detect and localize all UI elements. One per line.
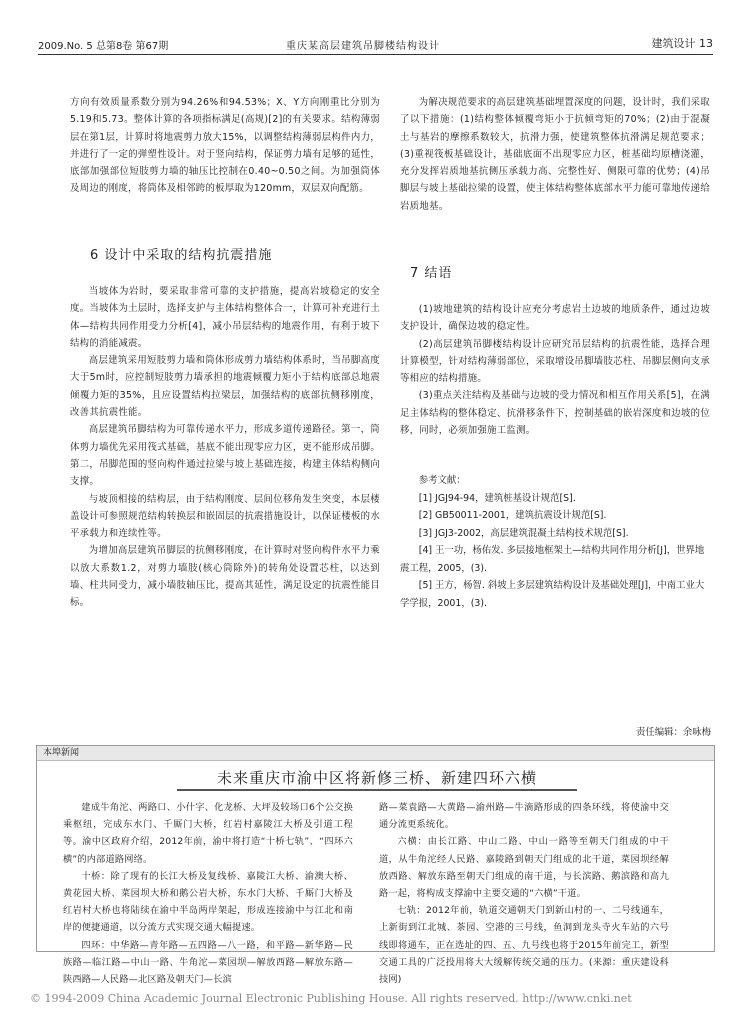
reference-item: [3] JGJ3-2002，高层建筑混凝土结构技术规范[S].: [418, 527, 629, 539]
local-news-box: [36, 745, 715, 986]
references-title: 参考文献：: [418, 475, 466, 486]
paragraph: (2)高层建筑吊脚楼结构设计应研究吊层结构的抗震性能，选择合理计算模型，针对结构薄弱部位，采取增设吊脚墙肢芯柱、吊脚层侧向支承等相应的结构措施。: [400, 338, 710, 385]
section-7-title: 7 结语: [410, 266, 453, 281]
paragraph: 方向有效质量系数分别为94.26%和94.53%；X、Y方向刚重比分别为5.19和5.73。整体计算的各项指标满足(高规)[2]的有关要求。结构薄弱层在第1层，计算时将地震剪力放大15%，以调整结构薄弱层构件内力，并进行了一定的弹塑性设计。对于竖向结构，保证剪力墙有足够的延性，底部加强部位短肢剪力墙的轴压比控制在0.40~0.50之间。为加强筒体及周边的刚度，将筒体及相邻跨的板厚取为120mm，双层双向配筋。: [70, 97, 380, 195]
journal-issue: 2009.No. 5 总第8卷 第67期: [38, 41, 169, 52]
section-6-title: 6 设计中采取的结构抗震措施: [90, 248, 273, 263]
news-paragraph: 十桥：除了现有的长江大桥及复线桥、嘉陵江大桥、渝澳大桥、黄花园大桥、菜园坝大桥和鹅公岩大桥，东水门大桥、千厮门大桥及红岩村大桥也将陆续在渝中半岛两岸架起，形成连接渝中与江北和南岸的便捷通道，以分流方式实现交通大幅提速。: [63, 870, 353, 934]
copyright-footer: © 1994-2009 China Academic Journal Electronic Publishing House. All rights reserved. http://www.cnki.net: [30, 992, 632, 1005]
responsible-editor: 责任编辑：余咏梅: [635, 727, 711, 738]
left-column-top: [70, 94, 380, 198]
reference-item: [2] GB50011-2001，建筑抗震设计规范[S].: [418, 510, 607, 521]
news-tag: 本埠新闻: [37, 746, 714, 761]
news-paragraph: 七轨：2012年前，轨道交通朝天门到新山村的一、二号线通车，上新街到江北城、茶园、空港的三号线，鱼洞到龙头寺火车站的六号线即将通车，正在选址的四、五、九号线也将于2015年前完工，新型交通工具的广泛投用将大大缓解传统交通的压力。(来源：重庆建设科技网): [379, 905, 669, 986]
paragraph: 为解决规范要求的高层建筑基础埋置深度的问题，设计时，我们采取了以下措施：(1)结构整体倾覆弯矩小于抗倾弯矩的70%；(2)由于混凝土与基岩的摩擦系数较大，抗滑力强，使建筑整体抗滑满足规范要求；(3)重视筏板基础设计，基础底面不出现零应力区，桩基础均原槽浇灌，充分发挥岩质地基抗侧压承载力高、完整性好、侧限可靠的优势；(4)吊脚层与坡上基础拉梁的设置，使主体结构整体底部水平力能可靠地传递给岩质地基。: [400, 97, 710, 212]
paragraph: (3)重点关注结构及基础与边坡的受力情况和相互作用关系[5]，在满足主体结构的整体稳定、抗滑移条件下，控制基础的嵌岩深度和边坡的位移，同时，必须加强施工监测。: [400, 390, 710, 437]
news-title: 未来重庆市渝中区将新修三桥、新建四环六横: [177, 767, 577, 791]
references: [400, 472, 710, 612]
news-paragraph: 路—菜袁路—大黄路—渝州路—牛滴路形成的四条环线，将使渝中交通分流更系统化。: [379, 802, 669, 831]
news-paragraph: 六横：由长江路、中山二路、中山一路等至朝天门组成的中干道，从牛角沱经人民路、嘉陵路到朝天门组成的北干道，菜园坝经解放西路、解放东路至朝天门组成的南干道，与长滨路、鹅滨路和高九路一起，将构成支撑渝中主要交通的“六横”干道。: [379, 836, 669, 900]
right-column-top: [400, 94, 710, 215]
header-rule: [38, 54, 713, 55]
paragraph: 为增加高层建筑吊脚层的抗侧移刚度，在计算时对竖向构件水平力乘以放大系数1.2，对剪力墙肢(核心筒除外)的转角处设置芯柱，以达到墙、柱共同受力，减小墙肢轴压比，提高其延性，满足设定的抗震性能目标。: [70, 545, 380, 609]
right-column-conclusion: [400, 301, 710, 439]
news-right-column: [379, 799, 669, 988]
reference-item: [5] 王方，杨智. 斜坡上多层建筑结构设计及基础处理[J]，中南工业大学学报，2001，(3).: [400, 580, 705, 609]
reference-item: [1] JGJ94-94，建筑桩基设计规范[S].: [418, 492, 576, 504]
news-left-column: [63, 799, 353, 988]
paragraph: 高层建筑采用短肢剪力墙和筒体形成剪力墙结构体系时，当吊脚高度大于5m时，应控制短肢剪力墙承担的地震倾覆力矩小于结构底部总地震倾覆力矩的35%，且应设置结构拉梁层，加强结构的底部抗侧移刚度，改善其抗震性能。: [70, 355, 380, 419]
reference-item: [4] 王一功，杨佑发. 多层接地框架土—结构共同作用分析[J]，世界地震工程，2005，(3).: [400, 545, 705, 574]
paragraph: 当坡体为岩时，要采取非常可靠的支护措施，提高岩坡稳定的安全度。当坡体为土层时，选择支护与主体结构整体合一，计算可补充进行土体—结构共同作用受力分析[4]，减小吊层结构的地震作用，有利于坡下结构的消能减震。: [70, 286, 380, 349]
paragraph: 与坡顶相接的结构层，由于结构刚度、层间位移角发生突变，本层楼盖设计可参照规范结构转换层和嵌固层的抗震措施设计，以保证楼板的水平承载力和连续性等。: [70, 493, 380, 540]
paragraph: (1)坡地建筑的结构设计应充分考虑岩土边坡的地质条件，通过边坡支护设计，确保边坡的稳定性。: [400, 304, 710, 333]
left-column-body: [70, 283, 380, 612]
paragraph: 高层建筑吊脚结构为可靠传递水平力，形成多道传递路径。第一，筒体剪力墙优先采用筏式基础，基底不能出现零应力区，更不能形成吊脚。第二，吊脚范围的竖向构件通过拉梁与坡上基础连接，构建主体结构侧向支撑。: [70, 424, 380, 488]
page-header: [38, 34, 713, 52]
running-title: 重庆某高层建筑吊脚楼结构设计: [286, 41, 440, 52]
journal-page: 建筑设计 13: [651, 37, 713, 50]
news-paragraph: 建成牛角沱、两路口、小什字、化龙桥、大坪及较场口6个公交换乘枢纽，完成东水门、千厮门大桥，红岩村嘉陵江大桥及引道工程等。渝中区政府介绍，2012年前，渝中将打造“十桥七轨”、“四环六横”的内部道路网络。: [63, 802, 353, 865]
news-paragraph: 四环：中华路—青年路—五四路—八一路，和平路—新华路—民族路—临江路—中山一路、牛角沱—菜园坝—解放西路—解放东路—陕西路—人民路—北区路及朝天门—长滨: [63, 939, 353, 986]
